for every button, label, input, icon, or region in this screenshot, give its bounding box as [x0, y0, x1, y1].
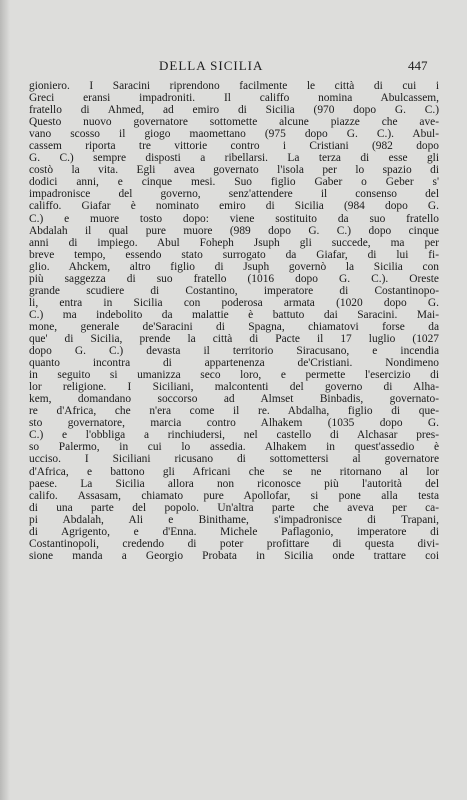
text-line: sto governatore, marcia contro Alhakem (1035 dopo G.	[29, 417, 439, 430]
text-line: Greci eransi impadroniti. Il califfo nomina Abulcassem,	[29, 92, 439, 105]
text-line: gioniero. I Saracini riprendono facilmente le città di cui i	[29, 80, 439, 92]
text-line: C.) ma indebolito da malattie è battuto dai Saracini. Mai-	[29, 308, 439, 321]
page-header	[0, 58, 467, 74]
text-line: G. C.) sempre disposti a ribellarsi. La terza di esse gli	[29, 152, 439, 165]
body-text	[29, 80, 439, 562]
page-number: 447	[408, 58, 428, 73]
page-gutter-shadow	[0, 0, 10, 800]
text-line: lor religione. I Siciliani, malcontenti del governo di Alha-	[29, 381, 439, 394]
text-line: pi Abdalah, Ali e Binithame, s'impadronisce di Trapani,	[29, 513, 439, 526]
text-line: kem, domandano soccorso ad Almset Binbadis, governato-	[29, 393, 439, 406]
text-line: Abdalah il qual pure muore (989 dopo G. C.) dopo cinque	[29, 224, 439, 237]
text-line: ucciso. I Siciliani ricusano di sottomettersi al governatore	[29, 453, 439, 466]
text-line: re d'Africa, che n'era come il re. Abdalha, figlio di que-	[29, 405, 439, 418]
text-line: dopo G. C.) devasta il territorio Siracusano, e incendia	[29, 345, 439, 358]
text-line: anni di impiego. Abul Foheph Jsuph gli succede, ma per	[29, 236, 439, 249]
text-line: paese. La Sicilia allora non riconosce più l'autorità del	[29, 477, 439, 490]
running-title: DELLA SICILIA	[159, 58, 264, 73]
text-line: sione manda a Georgio Probata in Sicilia onde trattare coi	[29, 549, 439, 562]
text-line: califo. Assasam, chiamato pure Apollofar, si pone alla testa	[29, 489, 439, 502]
text-line: quanto incontra di appartenenza de'Cristiani. Nondimeno	[29, 357, 439, 370]
text-line: di una parte del popolo. Un'altra parte che aveva per ca-	[29, 501, 439, 514]
text-line: di Agrigento, e d'Enna. Michele Paflagonio, imperatore di	[29, 525, 439, 538]
text-line: vano scosso il giogo maomettano (975 dopo G. C.). Abul-	[29, 128, 439, 141]
text-line: li, entra in Sicilia con poderosa armata (1020 dopo G.	[29, 296, 439, 309]
text-line: grande scudiere di Costantino, imperatore di Costantinopo-	[29, 284, 439, 297]
text-line: mone, generale de'Saracini di Spagna, chiamatovi forse da	[29, 320, 439, 333]
text-line: que' di Sicilia, prende la città di Pacte il 17 luglio (1027	[29, 332, 439, 345]
text-line: so Palermo, in cui lo assedia. Alhakem in quest'assedio è	[29, 441, 439, 454]
text-line: dodici anni, e cinque mesi. Suo figlio Gaber o Geber s'	[29, 176, 439, 189]
text-line: Costantinopoli, credendo di poter profittare di questa divi-	[29, 537, 439, 550]
text-line: breve tempo, essendo stato surrogato da Giafar, di lui fi-	[29, 248, 439, 261]
text-line: califfo. Giafar è nominato emiro di Sicilia (984 dopo G.	[29, 200, 439, 213]
text-line: più saggezza di suo fratello (1016 dopo G. C.). Oreste	[29, 272, 439, 285]
text-line: d'Africa, e battono gli Africani che se ne ritornano al lor	[29, 465, 439, 478]
text-line: costò la vita. Egli avea governato l'isola per lo spazio di	[29, 164, 439, 177]
text-line: cassem riporta tre vittorie contro i Cristiani (982 dopo	[29, 140, 439, 153]
text-line: C.) e l'obbliga a rinchiudersi, nel castello di Alchasar pres-	[29, 429, 439, 442]
text-line: fratello di Ahmed, ad emiro di Sicilia (970 dopo G. C.)	[29, 104, 439, 117]
text-line: impadronisce del governo, senz'attendere il consenso del	[29, 188, 439, 201]
text-line: Questo nuovo governatore sottomette alcune piazze che ave-	[29, 116, 439, 129]
text-line: glio. Ahckem, altro figlio di Jsuph governò la Sicilia con	[29, 260, 439, 273]
text-line: in seguito si umanizza seco loro, e permette l'esercizio di	[29, 369, 439, 382]
text-line: C.) e muore tosto dopo: viene sostituito da suo fratello	[29, 212, 439, 225]
